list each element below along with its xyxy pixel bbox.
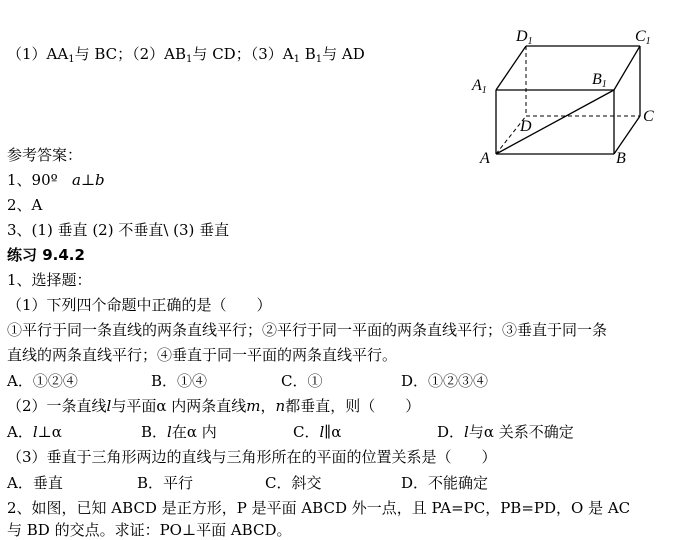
- diagonal-AB1: [496, 90, 614, 154]
- var-m: m: [246, 397, 261, 415]
- option-b: B．①④: [151, 372, 208, 390]
- option-a: A．垂直: [7, 474, 63, 492]
- text: 与α 关系不确定: [468, 423, 574, 441]
- option-a: A．①②④: [7, 372, 78, 390]
- text: 与平面α 内两条直线: [111, 397, 247, 415]
- label-A1: A1: [472, 77, 487, 96]
- cuboid-figure: [468, 24, 668, 169]
- text: 与 AD: [322, 45, 365, 63]
- subscript: 1: [68, 54, 75, 65]
- text: （1）AA: [7, 45, 69, 63]
- option-a: [7, 422, 62, 442]
- label-B: B: [616, 150, 626, 167]
- var-n: n: [275, 397, 286, 415]
- text: 在α 内: [171, 423, 217, 441]
- option-c: C．①: [281, 372, 323, 390]
- text: B．: [141, 423, 168, 441]
- section-1-heading: 1、选择题：: [7, 271, 92, 289]
- text: D．: [437, 423, 465, 441]
- label-A: A: [480, 150, 490, 167]
- math-expr: a⊥b: [72, 171, 105, 189]
- text: ⊥α: [37, 423, 62, 441]
- text: A．: [7, 423, 33, 441]
- answer-2: 2、A: [7, 196, 43, 214]
- question-2-stem: [7, 396, 420, 416]
- option-b: B．平行: [137, 474, 194, 492]
- label-D: D: [520, 118, 532, 135]
- edge-B1C1: [614, 46, 640, 90]
- text: ∥α: [324, 423, 342, 441]
- question-1-text-line2: 直线的两条直线平行；④垂直于同一平面的两条直线平行。: [7, 346, 398, 364]
- question-3-stem: （3）垂直于三角形两边的直线与三角形所在的平面的位置关系是（ ）: [7, 448, 497, 466]
- question-1-text-line1: ①平行于同一条直线的两条直线平行；②平行于同一平面的两条直线平行；③垂直于同一条: [7, 321, 608, 339]
- text: 与 CD；（3）A: [192, 45, 294, 63]
- var-l: l: [167, 423, 172, 441]
- exercise-title: 练习 9.4.2: [7, 246, 85, 264]
- label-D1: D1: [516, 28, 533, 47]
- subscript: 1: [293, 54, 300, 65]
- var-l: l: [319, 423, 325, 441]
- label-C1: C1: [635, 28, 651, 47]
- label-B1: B1: [592, 71, 607, 90]
- text: ，: [260, 397, 276, 415]
- text: 1、90º: [7, 171, 58, 189]
- problem-2-line2: 与 BD 的交点。求证：PO⊥平面 ABCD。: [7, 521, 292, 539]
- text: （2）一条直线: [7, 397, 107, 415]
- answers-heading: 参考答案：: [7, 146, 83, 164]
- text: 与 BC；（2）AB: [74, 45, 187, 63]
- question-1-stem: （1）下列四个命题中正确的是（ ）: [7, 296, 272, 314]
- subscript: 1: [315, 54, 323, 65]
- option-d: D．不能确定: [401, 474, 489, 492]
- answer-1: [7, 170, 105, 190]
- var-l: l: [32, 423, 38, 441]
- edge-A1D1: [496, 46, 526, 90]
- var-l: l: [106, 397, 112, 415]
- problem-2-line1: 2、如图，已知 ABCD 是正方形，P 是平面 ABCD 外一点，且 PA=PC，PB=PD，O 是 AC: [7, 499, 631, 517]
- option-b: [141, 422, 217, 442]
- var-l: l: [464, 423, 469, 441]
- text: B: [299, 45, 316, 63]
- subscript: 1: [186, 54, 193, 65]
- option-d: D．①②③④: [401, 372, 489, 390]
- option-c: C．斜交: [265, 474, 322, 492]
- label-C: C: [643, 108, 654, 125]
- text: C．: [293, 423, 320, 441]
- option-d: [437, 422, 574, 442]
- option-c: [293, 422, 341, 442]
- text: 都垂直，则（ ）: [285, 397, 421, 415]
- answer-3: 3、(1) 垂直 (2) 不垂直\ (3) 垂直: [7, 221, 230, 239]
- edge-BC: [614, 116, 640, 154]
- question-3-pairs: [7, 44, 365, 70]
